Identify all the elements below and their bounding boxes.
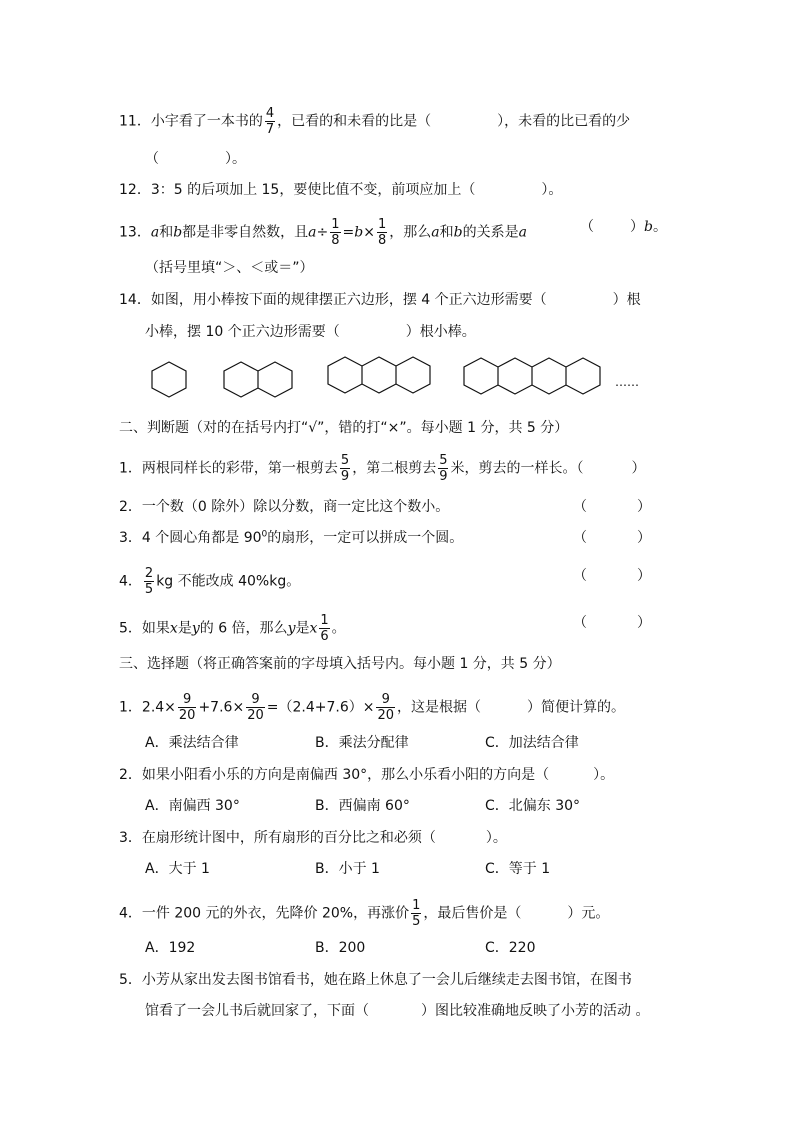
q11-text-b: ，已看的和未看的比是（ — [277, 113, 432, 130]
var-a: a — [431, 224, 440, 241]
choice-2 — [119, 765, 614, 785]
choice-3-paren-close: ）。 — [485, 830, 507, 846]
judge-4-number: 4． — [119, 573, 142, 590]
judge-3-text-b: 的扇形，一定可以拼成一个圆。 — [267, 530, 464, 546]
q13-number: 13． — [119, 224, 151, 241]
hexagon-group-3 — [328, 357, 430, 393]
q14-text-b: ）根 — [612, 292, 641, 308]
var-b: b — [354, 224, 364, 241]
judge-item-4-answer[interactable] — [573, 566, 651, 586]
judge-item-1 — [119, 453, 645, 484]
paren-close: ） — [637, 530, 651, 546]
q13-text-c: ，那么 — [389, 224, 432, 241]
var-a: a — [308, 224, 317, 241]
paren-close: ） — [637, 615, 651, 631]
degree-superscript: 0 — [261, 529, 268, 540]
choice-1-text-a: 1．2.4× — [119, 699, 176, 716]
choice-3 — [119, 828, 507, 848]
hexagon-group-2 — [224, 362, 292, 397]
fraction-five-ninths: $\frac{5}{9}$ — [439, 453, 448, 484]
times-sign: × — [363, 224, 375, 241]
choice-3-option-a[interactable]: A．大于 1 — [145, 861, 210, 877]
fraction-two-fifths: $\frac{2}{5}$ — [144, 566, 154, 597]
choice-1-text-b: +7.6× — [198, 699, 245, 716]
q13-and: 和 — [159, 224, 174, 241]
fraction-nine-twentieths: $\frac{9}{20}$ — [178, 692, 196, 723]
choice-5-line-2 — [145, 1001, 649, 1021]
judge-item-2-answer[interactable] — [573, 497, 651, 517]
choice-1 — [119, 692, 625, 723]
q13-text-b: 都是非零自然数，且 — [182, 224, 309, 241]
choice-4-text-b: ，最后售价是（ — [423, 905, 522, 922]
choice-1-option-b[interactable]: B．乘法分配律 — [315, 735, 409, 751]
choice-1-option-a[interactable]: A．乘法结合律 — [145, 735, 239, 751]
q13-and: 和 — [439, 224, 454, 241]
judge-5-text-b: 是 — [177, 620, 192, 637]
equals-sign: = — [342, 224, 355, 241]
choice-4 — [119, 898, 609, 929]
question-13-hint: （括号里填“＞、＜或＝”） — [145, 260, 314, 276]
choice-4-option-b[interactable]: B．200 — [315, 940, 366, 956]
choice-2-paren-close: ）。 — [593, 767, 615, 783]
q12-paren-close: ）。 — [541, 182, 563, 198]
paren-open: （ — [573, 615, 587, 631]
q11-paren-close: ）。 — [225, 151, 246, 167]
judge-1-text-a: 1．两根同样长的彩带，第一根剪去 — [119, 460, 338, 477]
hexagon-pattern-figure — [0, 0, 794, 420]
judge-item-3 — [119, 528, 463, 548]
hexagon-group-4 — [464, 358, 600, 394]
fraction-one-eighth: $\frac{1}{8}$ — [377, 217, 387, 248]
choice-3-option-b[interactable]: B．小于 1 — [315, 861, 380, 877]
divide-sign: ÷ — [316, 224, 329, 241]
paren-open: （ — [573, 530, 587, 546]
choice-1-text-c: =（2.4+7.6）× — [266, 699, 375, 716]
choice-2-option-a[interactable]: A．南偏西 30° — [145, 798, 240, 814]
fraction-one-fifth: $\frac{1}{5}$ — [412, 898, 421, 929]
choice-1-option-c[interactable]: C．加法结合律 — [485, 735, 579, 751]
q11-text-c: ），未看的比已看的少 — [497, 113, 631, 130]
choice-2-option-b[interactable]: B．西偏南 60° — [315, 798, 410, 814]
judge-5-text-d: 是 — [295, 620, 310, 637]
judge-5-text-c: 的 6 倍，那么 — [199, 620, 288, 637]
fraction-one-sixth: $\frac{1}{6}$ — [320, 613, 329, 644]
judge-5-text-a: 5．如果 — [119, 620, 170, 637]
var-x: x — [169, 620, 178, 637]
choice-1-text-e: ）简便计算的。 — [527, 699, 626, 716]
q14-text-a: 14．如图，用小棒按下面的规律摆正六边形，摆 4 个正六边形需要（ — [119, 292, 547, 308]
judge-item-2: 2．一个数（0 除外）除以分数，商一定比这个数小。 — [119, 499, 450, 515]
var-y: y — [191, 620, 200, 637]
q13-paren-open: （ — [580, 219, 594, 235]
choice-4-text-c: ）元。 — [567, 905, 610, 922]
fraction-nine-twentieths: $\frac{9}{20}$ — [377, 692, 395, 723]
choice-5-line-1: 5．小芳从家出发去图书馆看书，她在路上休息了一会儿后继续走去图书馆，在图书 — [119, 972, 632, 988]
var-b: b — [453, 224, 463, 241]
choice-5-text-b: 馆看了一会儿书后就回家了，下面（ — [145, 1003, 369, 1019]
var-b: b — [173, 224, 183, 241]
var-a: a — [150, 224, 160, 241]
judge-item-5 — [119, 613, 346, 644]
paren-open: （ — [573, 499, 587, 515]
judge-1-text-c: 米，剪去的一样长。（ — [450, 460, 584, 477]
q11-paren-open: （ — [145, 151, 159, 167]
fraction-nine-twentieths: $\frac{9}{20}$ — [247, 692, 264, 723]
choice-4-text-a: 4．一件 200 元的外衣，先降价 20%，再涨价 — [119, 905, 410, 922]
q12-text: 12．3：5 的后项加上 15，要使比值不变，前项应加上（ — [119, 182, 476, 198]
choice-5-text-c: ）图比较准确地反映了小芳的活动 。 — [421, 1003, 650, 1019]
choice-2-option-c[interactable]: C．北偏东 30° — [485, 798, 581, 814]
q13-paren-close: ） — [630, 219, 644, 235]
judge-5-end: 。 — [331, 620, 346, 637]
choice-4-option-a[interactable]: A．192 — [145, 940, 196, 956]
judge-3-text-a: 3．4 个圆心角都是 90 — [119, 530, 262, 546]
choice-3-text: 3．在扇形统计图中，所有扇形的百分比之和必须（ — [119, 830, 436, 846]
choice-1-text-d: ，这是根据（ — [397, 699, 482, 716]
var-a: a — [518, 224, 527, 241]
choice-2-text: 2．如果小阳看小乐的方向是南偏西 30°，那么小乐看小阳的方向是（ — [119, 767, 550, 783]
judge-item-5-answer[interactable] — [573, 613, 651, 633]
judge-1-text-b: ，第二根剪去 — [352, 460, 437, 477]
q13-end: 。 — [652, 219, 667, 235]
var-y: y — [287, 620, 296, 637]
judge-item-3-answer[interactable] — [573, 528, 651, 548]
var-b: b — [644, 219, 653, 235]
paren-close: ） — [637, 568, 651, 584]
section-3-title: 三、选择题（将正确答案前的字母填入括号内。每小题 1 分，共 5 分） — [119, 656, 561, 672]
fraction-five-ninths: $\frac{5}{9}$ — [340, 453, 350, 484]
judge-4-text: kg 不能改成 40%kg。 — [156, 573, 301, 590]
judge-item-4 — [119, 566, 300, 597]
fraction-four-sevenths: $\frac{4}{7}$ — [265, 106, 275, 137]
section-2-title: 二、判断题（对的在括号内打“√”，错的打“×”。每小题 1 分，共 5 分） — [119, 420, 569, 436]
q14-text-d: ）根小棒。 — [405, 324, 476, 340]
paren-open: （ — [573, 568, 587, 584]
hexagon-group-1 — [152, 362, 186, 397]
var-x: x — [309, 620, 318, 637]
choice-4-option-c[interactable]: C．220 — [485, 940, 536, 956]
q11-text-a: 11．小宇看了一本书的 — [119, 113, 263, 130]
choice-3-option-c[interactable]: C．等于 1 — [485, 861, 551, 877]
q14-text-c: 小棒，摆 10 个正六边形需要（ — [145, 324, 340, 340]
judge-1-paren-close: ） — [631, 460, 646, 477]
fraction-one-eighth: $\frac{1}{8}$ — [331, 217, 340, 248]
paren-close: ） — [637, 499, 651, 515]
hexagon-ellipsis: …… — [615, 375, 639, 389]
q13-text-d: 的关系是 — [462, 224, 519, 241]
